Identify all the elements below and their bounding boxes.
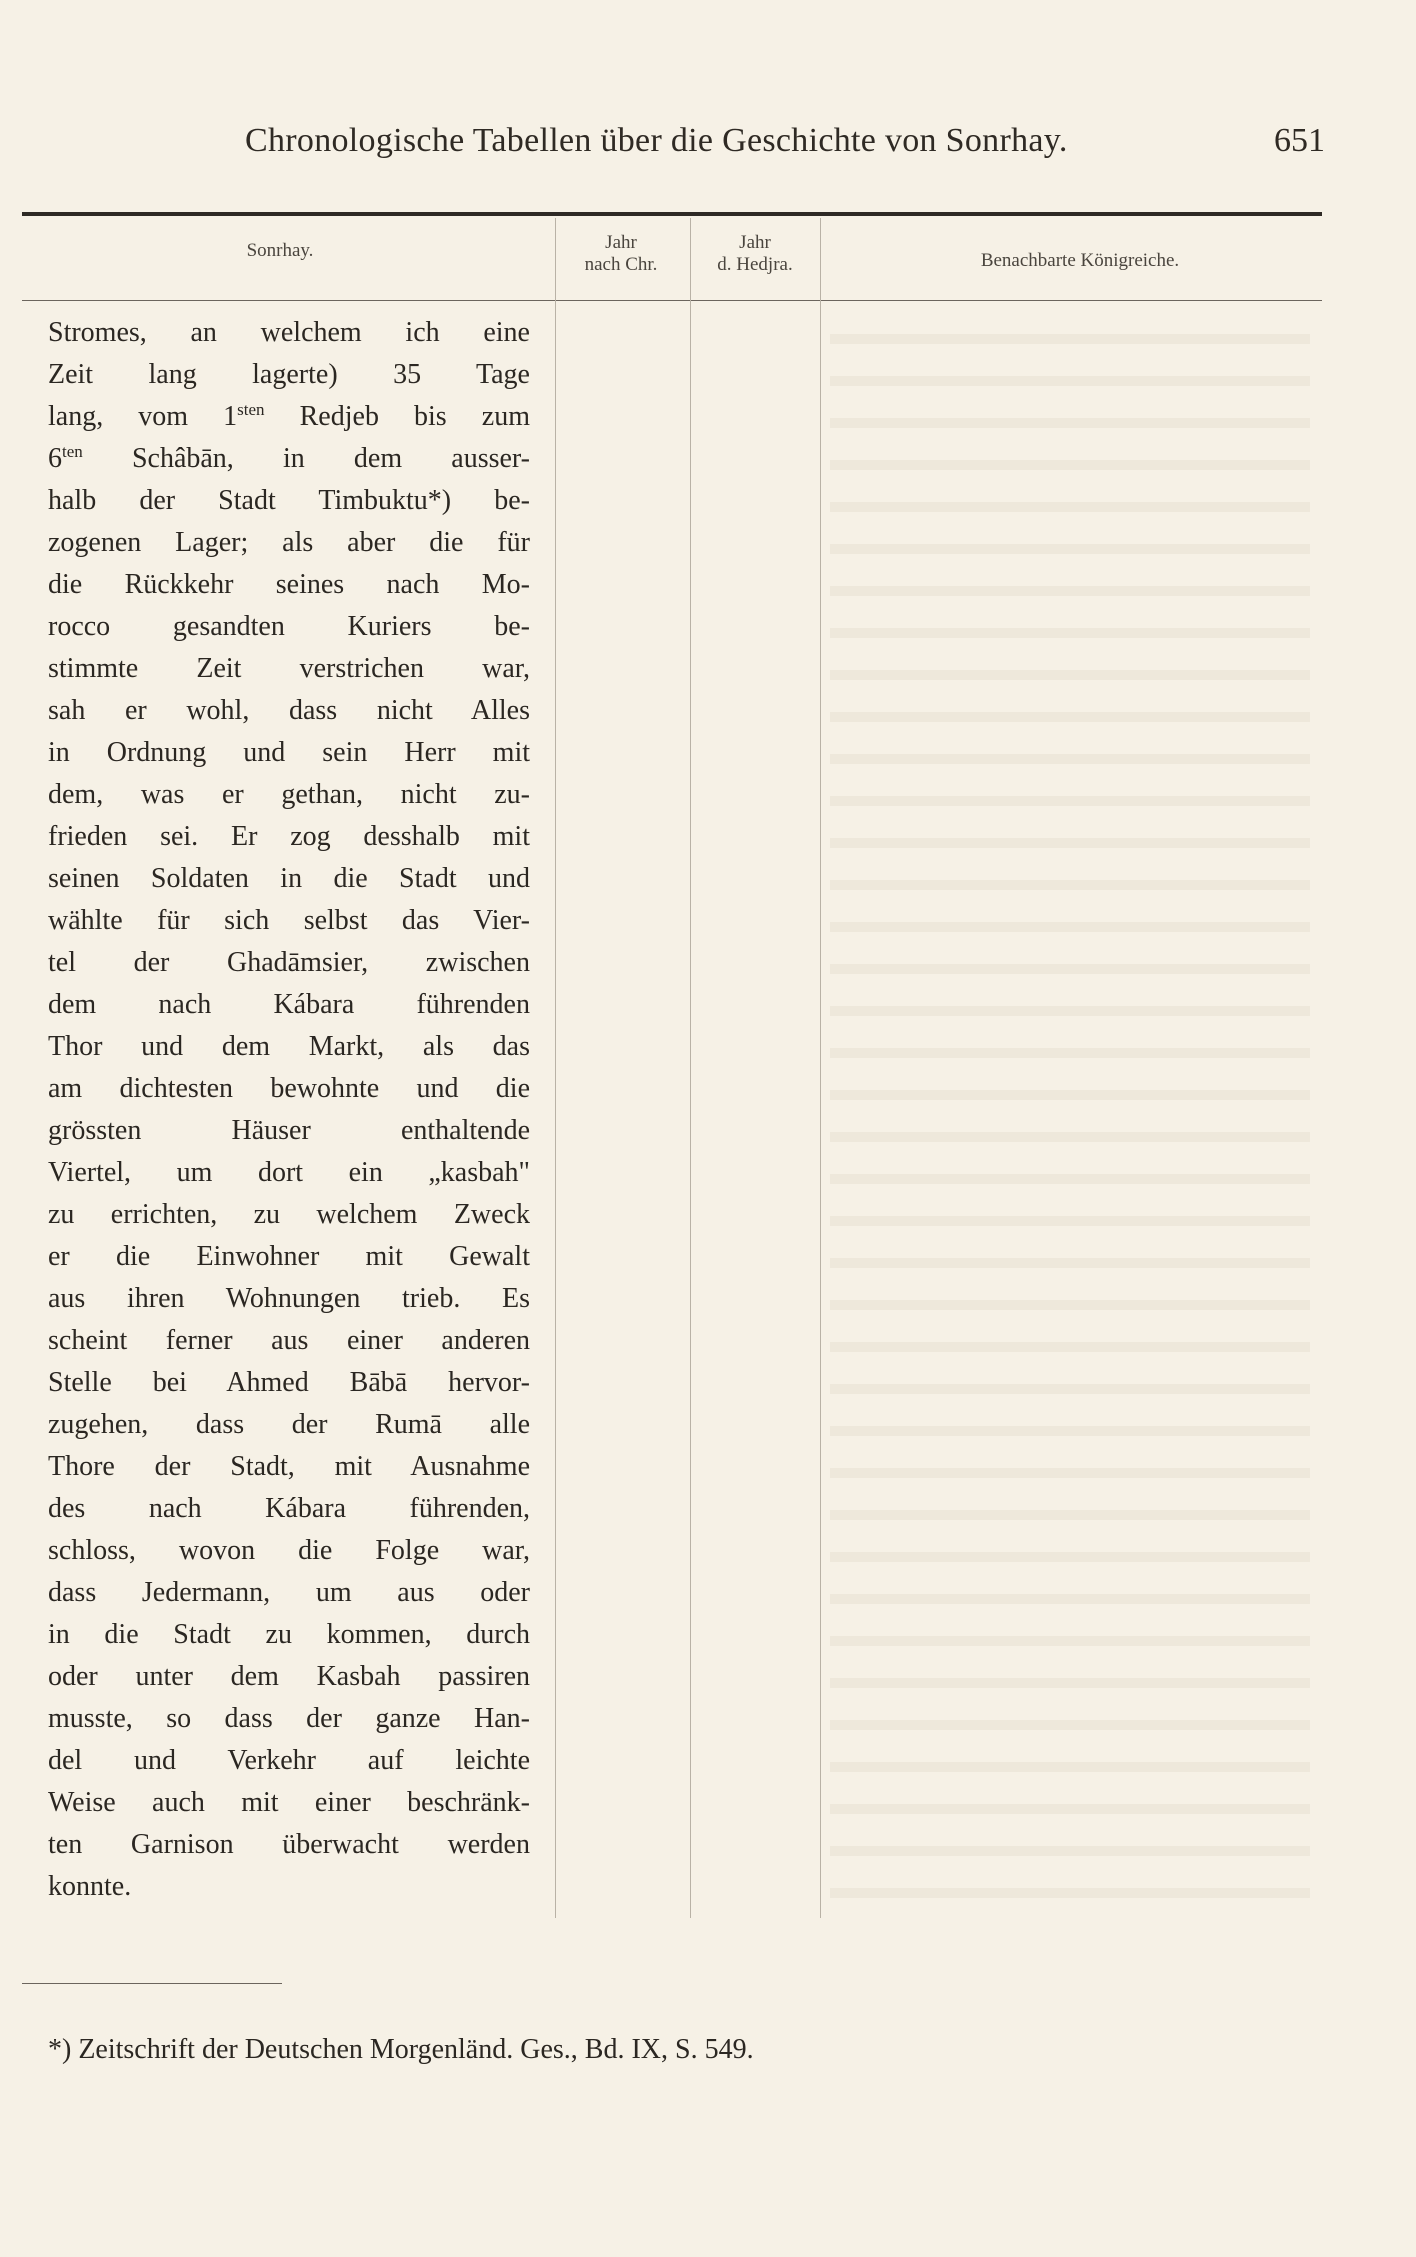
text-line: scheint ferner aus einer anderen — [48, 1325, 530, 1356]
column-header-jahr-hedjra — [690, 232, 820, 276]
text-line: des nach Kábara führenden, — [48, 1493, 530, 1524]
column-header-neighbors-label: Benachbarte Königreiche. — [980, 250, 1180, 271]
text-line: er die Einwohner mit Gewalt — [48, 1241, 530, 1272]
column-header-sonrhay — [130, 240, 430, 262]
text-line: del und Verkehr auf leichte — [48, 1745, 530, 1776]
text-line: die Rückkehr seines nach Mo- — [48, 569, 530, 600]
column-header-rule — [22, 300, 1322, 301]
text-line: Thore der Stadt, mit Ausnahme — [48, 1451, 530, 1482]
text-line: schloss, wovon die Folge war, — [48, 1535, 530, 1566]
text-line: zogenen Lager; als aber die für — [48, 527, 530, 558]
text-line: Weise auch mit einer beschränk- — [48, 1787, 530, 1818]
text-line: grössten Häuser enthaltende — [48, 1115, 530, 1146]
text-line: Viertel, um dort ein „kasbah" — [48, 1157, 530, 1188]
column-header-neighbors — [860, 250, 1300, 272]
text-line: Stelle bei Ahmed Bābā hervor- — [48, 1367, 530, 1398]
column-divider-2 — [690, 218, 691, 1918]
page-number: 651 — [1274, 122, 1325, 159]
text-line: $6^{ten}$ Schâbān, in dem ausser- — [48, 442, 530, 474]
text-line: sah er wohl, dass nicht Alles — [48, 695, 530, 726]
text-line: dem, was er gethan, nicht zu- — [48, 779, 530, 810]
text-line: zugehen, dass der Rumā alle — [48, 1409, 530, 1440]
header-rule — [22, 212, 1322, 216]
text-line: konnte. — [48, 1871, 132, 1902]
text-line: lang, vom $1^{sten}$ Redjeb bis zum — [48, 400, 530, 432]
footnote: *) Zeitschrift der Deutschen Morgenländ. Ges., Bd. IX, S. 549. — [48, 2034, 754, 2065]
column-header-jahr-hedjra-line2: d. Hedjra. — [717, 253, 793, 275]
text-line: Zeit lang lagerte) 35 Tage — [48, 359, 530, 390]
text-line: aus ihren Wohnungen trieb. Es — [48, 1283, 530, 1314]
column-header-jahr-chr-line1: Jahr — [605, 232, 637, 253]
ordinal-superscript: ten — [62, 442, 83, 461]
show-through-texture — [830, 310, 1310, 1930]
text-line: frieden sei. Er zog desshalb mit — [48, 821, 530, 852]
text-line: am dichtesten bewohnte und die — [48, 1073, 530, 1104]
text-line: seinen Soldaten in die Stadt und — [48, 863, 530, 894]
column-divider-1 — [555, 218, 556, 1918]
text-line: Stromes, an welchem ich eine — [48, 317, 530, 348]
text-line: in die Stadt zu kommen, durch — [48, 1619, 530, 1650]
text-line: musste, so dass der ganze Han- — [48, 1703, 530, 1734]
text-line: Thor und dem Markt, als das — [48, 1031, 530, 1062]
column-header-jahr-hedjra-line1: Jahr — [739, 232, 771, 253]
page-header — [245, 122, 1325, 182]
text-line: ten Garnison überwacht werden — [48, 1829, 530, 1860]
running-title: Chronologische Tabellen über die Geschichte von Sonrhay. — [245, 122, 1068, 159]
text-line: in Ordnung und sein Herr mit — [48, 737, 530, 768]
footnote-rule — [22, 1983, 282, 1984]
text-line: tel der Ghadāmsier, zwischen — [48, 947, 530, 978]
column-header-sonrhay-label: Sonrhay. — [246, 240, 314, 261]
column-divider-3 — [820, 218, 821, 1918]
text-line: halb der Stadt Timbuktu*) be- — [48, 485, 530, 516]
text-line: zu errichten, zu welchem Zweck — [48, 1199, 530, 1230]
text-line: rocco gesandten Kuriers be- — [48, 611, 530, 642]
ordinal-superscript: sten — [237, 400, 265, 419]
text-line: stimmte Zeit verstrichen war, — [48, 653, 530, 684]
text-line: wählte für sich selbst das Vier- — [48, 905, 530, 936]
text-line: oder unter dem Kasbah passiren — [48, 1661, 530, 1692]
sonrhay-text-column — [48, 312, 530, 1908]
text-line: dem nach Kábara führenden — [48, 989, 530, 1020]
column-header-jahr-chr-line2: nach Chr. — [584, 253, 658, 275]
column-header-jahr-chr — [556, 232, 686, 276]
text-line: dass Jedermann, um aus oder — [48, 1577, 530, 1608]
